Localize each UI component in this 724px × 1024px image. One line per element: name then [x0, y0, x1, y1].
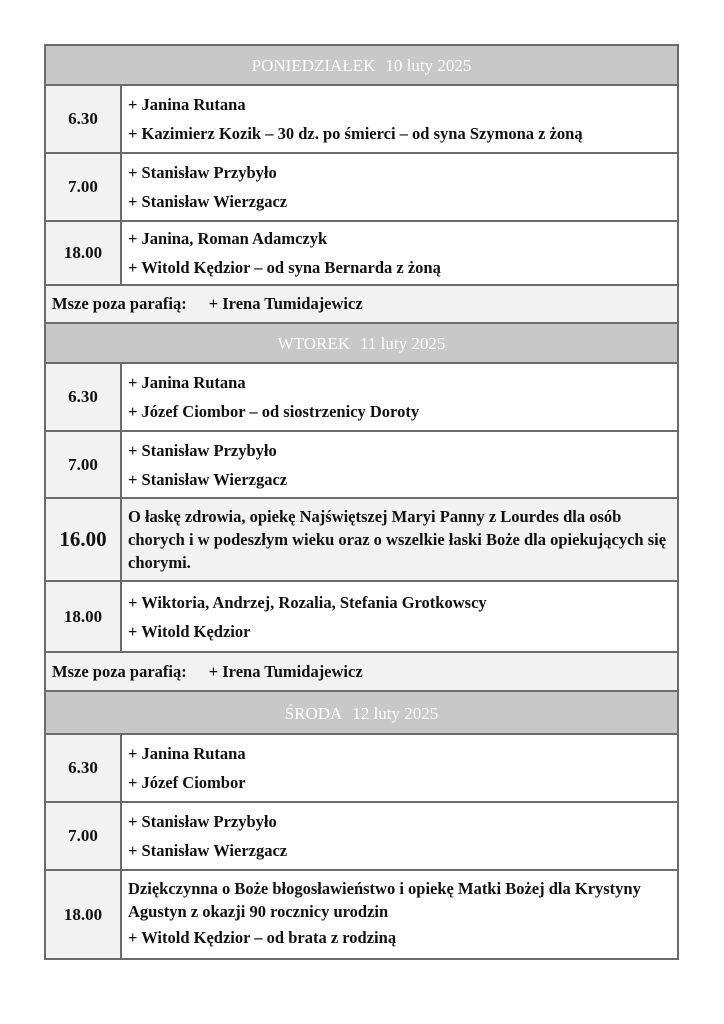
day-date: 10 luty 2025	[385, 56, 472, 75]
mass-row	[46, 735, 677, 803]
mass-intentions	[122, 432, 677, 497]
day-date: 12 luty 2025	[352, 704, 439, 723]
mass-row	[46, 154, 677, 222]
mass-intentions	[122, 86, 677, 152]
intention: + Janina Rutana	[128, 95, 246, 114]
intention: + Janina Rutana	[128, 373, 246, 392]
mass-intentions	[122, 803, 677, 869]
day-header-wednesday	[46, 692, 677, 735]
outside-label: Msze poza parafią:	[52, 661, 187, 681]
mass-intentions	[122, 222, 677, 284]
mass-time: 18.00	[46, 582, 122, 651]
intention: + Stanisław Wierzgacz	[128, 841, 288, 860]
mass-intentions	[122, 871, 677, 958]
intention: + Stanisław Wierzgacz	[128, 469, 288, 489]
mass-intentions	[122, 582, 677, 651]
outside-label: Msze poza parafią:	[52, 294, 187, 313]
mass-intentions	[122, 499, 677, 580]
intention: + Kazimierz Kozik – 30 dz. po śmierci – od syna Szymona z żoną	[128, 124, 583, 143]
mass-time: 6.30	[46, 86, 122, 152]
mass-row	[46, 364, 677, 432]
mass-row	[46, 222, 677, 286]
mass-time: 6.30	[46, 735, 122, 801]
mass-time: 7.00	[46, 432, 122, 497]
mass-intentions-table	[44, 44, 679, 960]
mass-intentions	[122, 364, 677, 430]
intention: + Stanisław Przybyło	[128, 812, 277, 831]
intention: + Józef Ciombor	[128, 773, 246, 792]
intention: + Józef Ciombor – od siostrzenicy Doroty	[128, 402, 420, 421]
mass-time: 18.00	[46, 222, 122, 284]
intention: + Witold Kędzior – od syna Bernarda z żoną	[128, 258, 441, 277]
intention: + Janina Rutana	[128, 744, 246, 763]
intention: + Witold Kędzior	[128, 621, 251, 641]
mass-row	[46, 871, 677, 958]
day-name: ŚRODA	[284, 704, 343, 723]
day-header-monday	[46, 46, 677, 86]
mass-row	[46, 432, 677, 499]
mass-time: 7.00	[46, 803, 122, 869]
masses-outside-parish	[46, 286, 677, 324]
mass-row-special	[46, 499, 677, 582]
day-date: 11 luty 2025	[360, 334, 446, 353]
mass-row	[46, 582, 677, 653]
mass-row	[46, 803, 677, 871]
intention: + Witold Kędzior – od brata z rodziną	[128, 928, 397, 947]
masses-outside-parish	[46, 653, 677, 692]
day-header-tuesday	[46, 324, 677, 364]
mass-time: 7.00	[46, 154, 122, 220]
mass-time: 6.30	[46, 364, 122, 430]
intention: + Wiktoria, Andrzej, Rozalia, Stefania Grotkowscy	[128, 592, 487, 612]
mass-time: 16.00	[46, 499, 122, 580]
outside-intention: + Irena Tumidajewicz	[208, 294, 363, 313]
mass-row	[46, 86, 677, 154]
intention: + Janina, Roman Adamczyk	[128, 229, 328, 248]
intention: + Stanisław Przybyło	[128, 163, 277, 182]
mass-intentions	[122, 154, 677, 220]
intention-paragraph: O łaskę zdrowia, opiekę Najświętszej Maryi Panny z Lourdes dla osób chorych i w podeszłym wieku oraz o wszelkie łaski Boże dla opiekujących się chorymi.	[128, 507, 667, 572]
intention: + Stanisław Przybyło	[128, 440, 277, 460]
intention-paragraph: Dziękczynna o Boże błogosławieństwo i opiekę Matki Bożej dla Krystyny Agustyn z okazji 90 rocznicy urodzin	[128, 879, 641, 921]
mass-intentions	[122, 735, 677, 801]
outside-intention: + Irena Tumidajewicz	[208, 661, 363, 681]
intention: + Stanisław Wierzgacz	[128, 192, 288, 211]
day-name: WTOREK	[277, 334, 351, 353]
day-name: PONIEDZIAŁEK	[251, 56, 376, 75]
mass-time: 18.00	[46, 871, 122, 958]
